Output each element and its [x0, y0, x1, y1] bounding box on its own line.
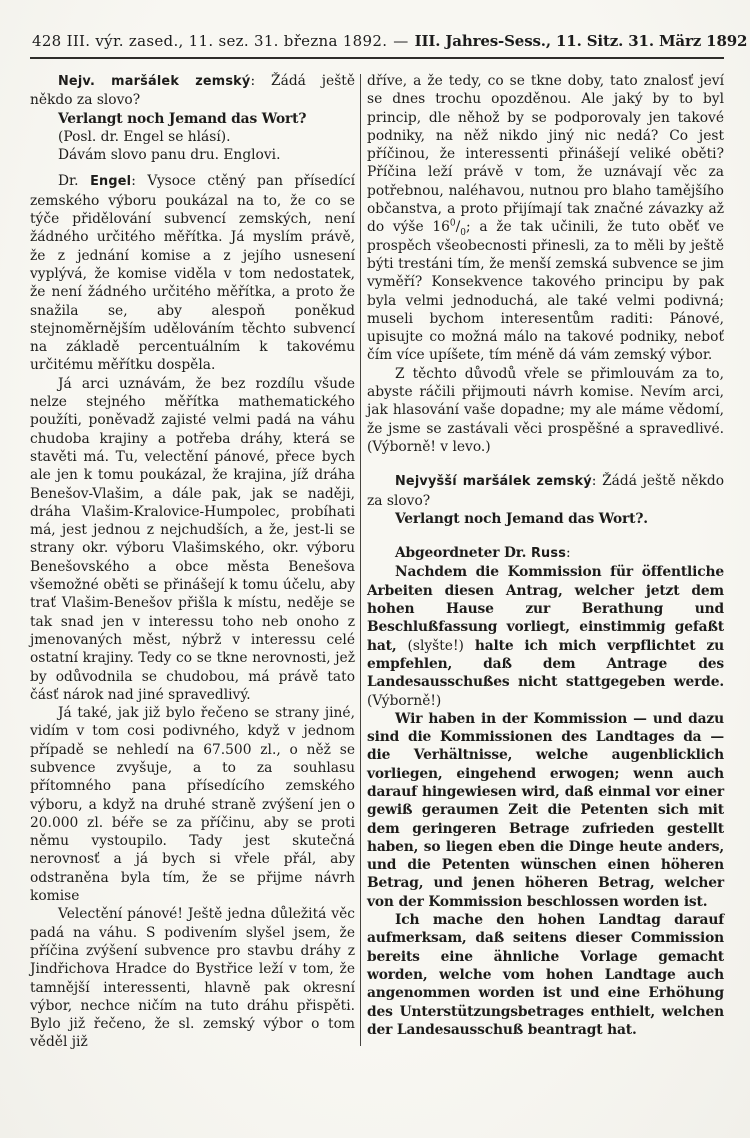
- text-run: 0: [449, 218, 456, 229]
- text-run: halte ich mich verpflichtet zu empfehlen, daß dem Antrage des Landesausschußes nicht stattgegeben werde.: [367, 637, 724, 691]
- paragraph: [30, 72, 355, 110]
- paragraph: [367, 544, 724, 563]
- paragraph: [30, 905, 355, 1051]
- header-german-session: III. Jahres-Sess., 11. Sitz. 31. März 1892: [414, 32, 748, 50]
- speaker-name: Nejvyšší maršálek zemský: [395, 474, 592, 490]
- paragraph: [367, 365, 724, 456]
- paragraph: [367, 911, 724, 1039]
- paragraph: [367, 710, 724, 911]
- text-run: Abgeordneter Dr.: [395, 545, 531, 562]
- text-run: /: [455, 219, 461, 236]
- column-divider: [360, 74, 361, 1046]
- text-run: Verlangt noch Jemand das Wort?.: [395, 510, 648, 527]
- text-run: Dávám slovo panu dru. Englovi.: [58, 147, 281, 164]
- text-run: Já arci uznávám, že bez rozdílu všude nelze stejného měřítka mathematického použíti, poněvadž zajisté velmi padá na váhu chudoba krajiny a potřeba dráhy, která se stavěti má. Tu, velectění pánové, přece bych ale jen k tomu poukázal, že krajina, jíž dráha Benešov-Vlašim, a dále pak, jak se naději, dráha Vlašim-Kralovice-Humpolec, probíhati má, jest jednou z nejchudších, a že, jest-li se strany okr. výboru Vlašimského, okr. výboru Benešovského a obce města Benešova všemožné oběti se přinášejí k tomu účelu, aby trať Vlašim-Benešov přišla k místu, neděje se tak snad jen v interessu toho neb onoho z jmenovaných měst, nýbrž v interessu celé ostatní krajiny. Tedy co se tkne nerovnosti, jež by odůvodnila se chudobou, má právě tato čásť nárok nad jiné spravedlivý.: [30, 375, 355, 703]
- right-column: [367, 72, 724, 1052]
- text-run: : Vysoce ctěný pan přísedící zemského výboru poukázal na to, že co se týče přidělování subvencí zemských, není žádného určitého měřítka. Já myslím právě, že z jednání komise a z jejího usnesení vyplývá, že komise viděla v tom nedostatek, že není žádného určitého měřítka, a proto že snažila se, aby alespoň poněkud stejnoměrnějším udělováním těchto subvencí na základě percentuálním k takovému určitému měřítku dospěla.: [30, 173, 355, 374]
- text-run: Wir haben in der Kommission — und dazu sind die Kommissionen des Landtages da — die Verhältnisse, welche augenblicklich vorliegen, eingehend erwogen; wenn auch darauf hingewiesen wird, daß einmal vor einer gewiß geraumen Zeit die Petenten sich mit dem geringeren Betrage zufrieden gestellt haben, so liegen eben die Dinge heute anders, und die Petenten wünschen einen höheren Betrag, und jenen höheren Betrag, welcher von der Kommission beschlossen worden ist.: [367, 710, 724, 910]
- text-run: dříve, a že tedy, co se tkne doby, tato znalosť jeví se dnes trochu opozděnou. Ale jaký by to byl princip, dle něhož by se podporovaly jen takové podniky, na něž nikdo jiný nic nedá? Co jest příčinou, že interessenti přinášejí veliké oběti? Příčina leží právě v tom, že uznávají věc za potřebnou, naléhavou, nutnou pro blaho tamějšího občanstva, a proto přijímají tak značné závazky až do výše 16: [367, 73, 724, 236]
- paragraph: [367, 510, 724, 528]
- header-separator: —: [393, 32, 409, 50]
- speaker-name: Nejv. maršálek zemský: [58, 74, 251, 89]
- left-column: [30, 72, 355, 1052]
- text-run: :: [566, 545, 571, 562]
- text-run: Velectění pánové! Ještě jedna důležitá věc padá na váhu. S podivením slyšel jsem, že příčina zvýšení subvence pro stavbu dráhy z Jindřichova Hradce do Bystřice leží v tom, že tamnější interessenti, hlavně pak okresní výbor, nechce ničím na tuto dráhu přispěti. Bylo již řečeno, že sl. zemský výbor o tom věděl již: [30, 906, 355, 1051]
- text-run: Ich mache den hohen Landtag darauf aufmerksam, daß seitens dieser Commission bereits eine ähnliche Vorlage gemacht worden, welche vom hohen Landtage auch angenommen worden ist und eine Erhöhung des Unterstützungsbetrages enthielt, welchen der Landesausschuß beantragt hat.: [367, 912, 724, 1038]
- page-header: [30, 26, 748, 50]
- text-run: ; a že tak učinili, že tuto oběť ve prospěch všeobecnosti přinesli, za to měli by ještě býti trestáni tím, že menší zemská subvence se jim vyměří? Konsekvence takového principu by pak byla velmi jednoduchá, ale také velmi podivná; museli bychom interesentům raditi: Pánové, upisujte co možná málo na takové podniky, neboť čím více upíšete, tím méně dá vám zemský výbor.: [367, 219, 724, 364]
- text-columns: [30, 72, 724, 1052]
- paragraph: [30, 172, 355, 374]
- paragraph: [30, 146, 355, 164]
- paragraph: [30, 110, 355, 128]
- speaker-name: Russ: [530, 546, 567, 562]
- text-run: : Žádá ještě někdo za slovo?: [30, 73, 355, 109]
- text-run: Nachdem die Kommission für öffentliche Arbeiten diesen Antrag, welcher jetzt dem hohen Hause zur Berathung und Beschlußfassung vorliegt, einstimmig gefaßt hat,: [367, 564, 724, 654]
- text-run: (slyšte!): [407, 637, 464, 654]
- header-czech-session: 428 III. výr. zased., 11. sez. 31. března 1892.: [32, 32, 388, 50]
- speaker-name: Engel: [90, 174, 132, 190]
- text-run: (Posl. dr. Engel se hlásí).: [58, 128, 231, 145]
- text-run: : Žádá ještě někdo za slovo?: [367, 473, 724, 509]
- header-rule: [30, 57, 724, 59]
- text-run: Verlangt noch Jemand das Wort?: [58, 110, 307, 127]
- text-run: Dr.: [58, 173, 91, 190]
- paragraph: [30, 128, 355, 146]
- paragraph: [30, 375, 355, 704]
- paragraph: [367, 563, 724, 709]
- paragraph: [367, 472, 724, 510]
- paragraph: [367, 72, 724, 365]
- text-run: 0: [460, 228, 466, 239]
- text-run: Z těchto důvodů vřele se přimlouvám za to, abyste ráčili přijmouti návrh komise. Nevím arci, jak hlasování vaše dopadne; my ale máme vědomí, že jsme se zastávali věci prospěšné a spravedlivé. (Výborně! v levo.): [367, 365, 724, 455]
- text-run: Já také, jak již bylo řečeno se strany jiné, vidím v tom cosi podivného, když v jednom případě se nehledí na 67.500 zl., o něž se subvence zvyšuje, a to za souhlasu přítomného pana přísedícího zemského výboru, a když na druhé straně zvýšení jen o 20.000 zl. béře se za příčinu, aby se proti němu vystoupilo. Tady jest skutečná nerovnosť a já bych si vřele přál, aby odstraněna byla tím, že se přijme návrh komise: [30, 705, 355, 905]
- text-run: (Výborně!): [367, 692, 442, 709]
- paragraph: [30, 704, 355, 905]
